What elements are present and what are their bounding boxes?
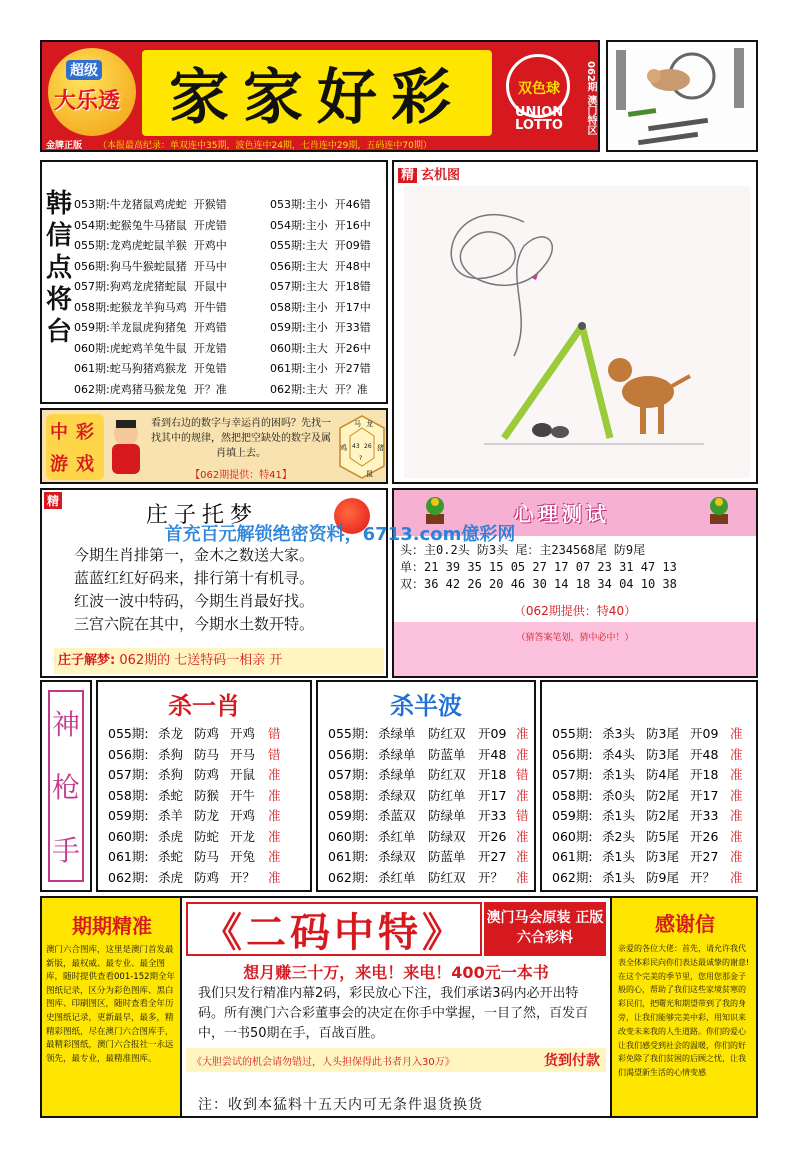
prediction-cell-b: 防鸡 <box>194 869 220 885</box>
hanxin-row: 062期:主大 开？准 <box>270 382 368 396</box>
prediction-cell-b: 防马 <box>194 746 220 762</box>
psych-number-lines <box>400 542 754 593</box>
hanxin-row: 054期:主小 开16中 <box>270 218 371 232</box>
prediction-cell-a: 杀虎 <box>158 828 184 844</box>
prediction-cell-s: 准 <box>268 808 281 823</box>
prediction-cell-issue: 062期: <box>108 869 149 885</box>
hanxin-row: 058期:主小 开17中 <box>270 300 371 314</box>
prediction-cell-issue: 057期: <box>552 767 593 782</box>
logo-right-bottom: UNION LOTTO <box>514 105 564 133</box>
super-lotto-logo <box>48 48 136 136</box>
prediction-cell-c: 开33 <box>690 808 719 823</box>
logo-left-main: 大乐透 <box>54 89 121 114</box>
ad-body: 我们只发行精准内幕2码，彩民放心下注，我们承诺3码内必开出特码。所有澳门六合彩董事会的决定在你手中掌握，一目了然，百发百中，一书50期在手，百战百胜。 <box>198 986 589 1041</box>
game-instruction: 看到右边的数字与幸运肖的困吗？先找一找其中的规律，然把把空缺处的数字及属肖填上去。 <box>151 418 331 459</box>
prediction-cell-b: 防9尾 <box>646 869 679 885</box>
mystery-picture-label <box>398 164 460 183</box>
kill-zodiac-panel <box>96 680 312 892</box>
prediction-cell-a: 杀1头 <box>602 808 635 823</box>
game-badge <box>46 414 104 480</box>
zhuangzi-dream-panel <box>40 488 388 678</box>
hanxin-row: 057期:主大 开18错 <box>270 280 371 293</box>
poem-line: 三宫六院在其中，今期水土数开特。 <box>74 615 315 633</box>
featured-tag: 精 <box>398 168 417 183</box>
prediction-cell-issue: 062期: <box>552 869 593 885</box>
prediction-row <box>552 724 744 745</box>
prediction-cell-c: 开马 <box>230 746 256 762</box>
hanxin-row: 057期:狗鸡龙虎猪蛇鼠 开鼠中 <box>74 280 227 293</box>
hanxin-zodiac-list <box>74 195 264 400</box>
ad-note: 注：收到本猛料十五天内可无条件退货换货 <box>198 1097 483 1113</box>
always-accurate-panel <box>42 898 182 1116</box>
prediction-row <box>552 868 744 889</box>
prediction-cell-b: 防绿单 <box>428 808 466 823</box>
cash-on-delivery: 货到付款 <box>544 1053 600 1069</box>
prediction-cell-s: 准 <box>268 787 281 803</box>
prediction-cell-issue: 059期: <box>108 808 149 823</box>
prediction-cell-b: 防红单 <box>428 787 466 803</box>
prediction-cell-a: 杀蛇 <box>158 849 184 864</box>
hanxin-row: 062期:虎鸡猪马猴龙兔 开？准 <box>74 382 227 396</box>
prediction-cell-s: 准 <box>730 767 743 782</box>
zhuangzi-interpretation <box>54 648 384 674</box>
prediction-cell-b: 防2尾 <box>646 808 679 823</box>
caishen-icon <box>106 418 146 478</box>
prediction-cell-a: 杀绿双 <box>378 787 416 803</box>
kill-head-tail-rows <box>552 724 744 888</box>
prediction-cell-issue: 055期: <box>328 726 369 741</box>
hanxin-row: 053期:牛龙猪鼠鸡虎蛇 开猴错 <box>74 198 227 211</box>
prediction-row <box>328 724 530 745</box>
ad-strip <box>186 1048 606 1072</box>
prediction-cell-c: 开兔 <box>230 849 256 864</box>
hanxin-row: 058期:蛇猴龙羊狗马鸡 开牛错 <box>74 300 227 314</box>
prediction-cell-a: 杀龙 <box>158 726 184 741</box>
prediction-cell-b: 防马 <box>194 849 220 864</box>
poem-line: 今期生肖排第一，金木之数送大家。 <box>74 546 315 564</box>
hanxin-row: 054期:蛇猴兔牛马猪鼠 开虎错 <box>74 218 227 232</box>
prediction-cell-b: 防蓝单 <box>428 849 466 864</box>
wheel-label: 马 <box>354 420 361 428</box>
prediction-cell-a: 杀绿单 <box>378 746 416 762</box>
sharpshooter-title <box>48 690 84 882</box>
featured-tag: 精 <box>44 492 62 509</box>
prediction-cell-a: 杀1头 <box>602 767 635 782</box>
prediction-cell-a: 杀红单 <box>378 869 416 885</box>
ad-strip-text: 《大胆尝试的机会请勿错过，人头担保得此书者月入30万》 <box>192 1056 455 1068</box>
prediction-cell-c: 开？ <box>230 869 256 885</box>
prediction-cell-s: 准 <box>268 767 281 782</box>
prediction-row <box>108 786 282 807</box>
prediction-row <box>552 847 744 868</box>
prediction-cell-a: 杀1头 <box>602 849 635 864</box>
edition-tag: 金牌正版 <box>46 140 83 151</box>
prediction-cell-s: 准 <box>268 869 281 885</box>
hanxin-size-list <box>270 195 386 400</box>
dog-bamboo-illustration <box>404 186 750 478</box>
prediction-cell-s: 准 <box>730 726 743 741</box>
prediction-row <box>328 786 530 807</box>
prediction-row <box>108 868 282 889</box>
prediction-cell-s: 错 <box>268 726 281 741</box>
prediction-cell-s: 错 <box>268 746 281 762</box>
prediction-cell-c: 开48 <box>478 746 507 762</box>
prediction-cell-issue: 055期: <box>108 726 149 741</box>
lottery-game-panel <box>40 408 388 484</box>
watermark-text: 首充百元解锁绝密资料，6713.com億彩网 <box>164 524 516 545</box>
zhuangzi-title: 庄子托梦 <box>146 503 259 528</box>
prediction-row <box>552 786 744 807</box>
prediction-cell-issue: 058期: <box>328 787 369 803</box>
badge-char: 彩 <box>76 422 94 443</box>
thank-you-text: 亲爱的各位大佬：首先，请允许我代表全体彩民向你们表达最诚挚的谢意!在这个完美的季节里，您用您那金子般的心，帮助了我们这些家境贫寒的彩民们，把曙光和期望带到了我的身旁，让我们能够完美中彩，用知识来改变未来我的人生道路。你们的爱心让我们感受到社会的温暖，你们的好彩免除了我们贫困的后顾之忧，让我们渴望新生活的心情变感 <box>618 944 750 1078</box>
psych-title: 心理测试 <box>514 502 610 526</box>
psych-note: （猜答案笔划，猜中必中！） <box>516 633 634 643</box>
ad-banner-text: 《二码中特》 <box>202 909 466 956</box>
union-lotto-logo <box>500 50 578 136</box>
prediction-cell-issue: 057期: <box>328 767 369 782</box>
prediction-cell-b: 防3尾 <box>646 746 679 762</box>
prediction-cell-b: 防龙 <box>194 808 220 823</box>
prediction-cell-c: 开33 <box>478 808 507 823</box>
wheel-label: 龙 <box>366 420 373 428</box>
prediction-row <box>328 806 530 827</box>
prediction-cell-s: 错 <box>516 767 529 782</box>
hanxin-row: 055期:主大 开09错 <box>270 239 371 252</box>
prediction-cell-s: 准 <box>516 828 529 844</box>
poem-line: 蓝蓝红红好码来，排行第十有机寻。 <box>74 569 315 587</box>
logo-left-top: 超级 <box>66 60 102 80</box>
prediction-cell-b: 防红双 <box>428 869 466 885</box>
zhuangzi-poem <box>74 544 388 636</box>
newspaper-title: 家家好彩 <box>169 63 465 133</box>
mystery-picture-title: 玄机图 <box>421 168 461 183</box>
prediction-cell-s: 错 <box>516 808 529 823</box>
prediction-cell-issue: 061期: <box>552 849 593 864</box>
prediction-cell-issue: 060期: <box>328 828 369 844</box>
ad-side-label: 澳门马会原装 正版六合彩料 <box>484 902 606 956</box>
wheel-number: ? <box>359 455 363 462</box>
always-accurate-text: 澳门六合图库，这里是澳门首发最新版，最权威、最专业、最全图库，随时提供查看001-152期全年图纸记录，区分为彩色图库、黑白图库、印刷图区，随时查看全年历史图纸记录，更新最早，最多，精精彩图纸，尽在澳门六合图库手，最精彩图纸，澳门六合报社一永远领先，最专业，最精准图库。 <box>46 945 176 1064</box>
logo-right-top: 双色球 <box>518 81 560 97</box>
prediction-cell-b: 防鸡 <box>194 767 220 782</box>
poem-line: 红波一波中特码，今期生肖最好找。 <box>74 592 315 610</box>
hanxin-row: 061期:蛇马狗猪鸡猴龙 开兔错 <box>74 362 227 375</box>
prediction-cell-issue: 056期: <box>552 746 593 762</box>
psych-hint: （062期提供：特40） <box>513 604 637 618</box>
wheel-label: 鼠 <box>366 470 373 478</box>
prediction-cell-issue: 061期: <box>108 849 149 864</box>
prediction-cell-c: 开牛 <box>230 787 256 803</box>
prediction-cell-issue: 060期: <box>552 828 593 844</box>
prediction-cell-b: 防鸡 <box>194 726 220 741</box>
prediction-cell-b: 防5尾 <box>646 828 679 844</box>
prediction-cell-s: 准 <box>268 849 281 864</box>
hanxin-row: 059期:羊龙鼠虎狗猪兔 开鸡错 <box>74 321 227 334</box>
prediction-cell-b: 防绿双 <box>428 828 466 844</box>
prediction-cell-a: 杀红单 <box>378 828 416 844</box>
hanxin-row: 060期:主大 开26中 <box>270 341 371 355</box>
prediction-cell-s: 准 <box>730 808 743 823</box>
bottom-section <box>40 896 758 1118</box>
prediction-row <box>328 868 530 889</box>
hanxin-row: 056期:狗马牛猴蛇鼠猪 开马中 <box>74 259 227 273</box>
badge-char: 戏 <box>76 454 94 475</box>
prediction-cell-b: 防4尾 <box>646 767 679 782</box>
prediction-cell-issue: 056期: <box>108 746 149 762</box>
prediction-cell-b: 防红双 <box>428 767 466 782</box>
game-hint: 【062期提供：特41】 <box>190 470 292 481</box>
hanxin-row: 055期:龙鸡虎蛇鼠羊猴 开鸡中 <box>74 239 227 252</box>
sharpshooter-panel <box>40 680 92 892</box>
prediction-cell-c: 开鸡 <box>230 808 256 823</box>
prediction-cell-c: 开27 <box>690 849 719 864</box>
hanxin-row: 053期:主小 开46错 <box>270 198 371 211</box>
hanxin-title: 韩信点将台 <box>46 189 73 347</box>
masthead <box>40 40 600 152</box>
prediction-cell-a: 杀狗 <box>158 746 184 762</box>
hanxin-row: 059期:主小 开33错 <box>270 321 371 334</box>
prediction-cell-s: 准 <box>516 849 529 864</box>
prediction-cell-issue: 061期: <box>328 849 369 864</box>
prediction-row <box>552 745 744 766</box>
title-char: 枪 <box>51 770 80 804</box>
prediction-cell-a: 杀1头 <box>602 869 635 885</box>
prediction-cell-c: 开09 <box>478 726 507 741</box>
wheel-label: 鸡 <box>340 444 347 452</box>
prediction-cell-s: 准 <box>730 828 743 844</box>
prediction-cell-issue: 059期: <box>552 808 593 823</box>
title-char: 手 <box>51 833 80 867</box>
prediction-cell-c: 开？ <box>478 869 504 885</box>
prediction-cell-c: 开18 <box>690 767 719 782</box>
prediction-cell-b: 防蛇 <box>194 828 220 844</box>
prediction-cell-c: 开09 <box>690 726 719 741</box>
prediction-cell-s: 准 <box>516 869 529 885</box>
newspaper-title-box <box>142 50 492 136</box>
prediction-cell-a: 杀3头 <box>602 726 635 741</box>
psych-line: 单：21 39 35 15 05 27 17 07 23 31 47 13 <box>400 560 677 574</box>
prediction-cell-s: 准 <box>268 828 281 844</box>
badge-char: 游 <box>50 454 68 475</box>
hanxin-row: 056期:主大 开48中 <box>270 259 371 273</box>
prediction-cell-c: 开鸡 <box>230 726 256 741</box>
prediction-cell-c: 开鼠 <box>230 767 256 782</box>
prediction-row <box>328 745 530 766</box>
pig-illustration <box>606 40 758 152</box>
zodiac-wheel <box>336 414 388 480</box>
prediction-cell-s: 准 <box>516 787 529 803</box>
prediction-cell-s: 准 <box>730 869 743 885</box>
interpretation-label: 庄子解梦: <box>58 653 116 668</box>
prediction-cell-a: 杀绿双 <box>378 849 416 864</box>
prediction-row <box>108 724 282 745</box>
prediction-cell-a: 杀绿单 <box>378 767 416 782</box>
prediction-cell-a: 杀虎 <box>158 869 184 885</box>
kill-head-tail-panel <box>540 680 758 892</box>
prediction-row <box>108 827 282 848</box>
prediction-cell-a: 杀蛇 <box>158 787 184 803</box>
prediction-row <box>328 765 530 786</box>
prediction-cell-a: 杀绿单 <box>378 726 416 741</box>
hanxin-row: 061期:主小 开27错 <box>270 362 371 375</box>
wheel-number: 43 <box>352 443 360 450</box>
psych-line: 头：主0.2头 防3头 尾：主234568尾 防9尾 <box>400 543 646 557</box>
prediction-cell-issue: 062期: <box>328 869 369 885</box>
prediction-cell-issue: 055期: <box>552 726 593 741</box>
prediction-cell-a: 杀0头 <box>602 787 635 803</box>
prediction-cell-s: 准 <box>730 849 743 864</box>
prediction-row <box>552 806 744 827</box>
prediction-row <box>108 806 282 827</box>
record-notice: （本报最高纪录：单双连中35期，波色连中24期，七肖连中29期，五码连中70期） <box>98 140 432 151</box>
prediction-cell-c: 开17 <box>690 787 719 803</box>
prediction-cell-issue: 058期: <box>108 787 149 803</box>
prediction-cell-b: 防红双 <box>428 726 466 741</box>
prediction-cell-c: 开48 <box>690 746 719 762</box>
thank-you-title: 感谢信 <box>655 912 715 936</box>
prediction-cell-a: 杀蓝双 <box>378 808 416 823</box>
hanxin-panel <box>40 160 388 404</box>
kill-half-wave-rows <box>328 724 530 888</box>
prediction-cell-b: 防猴 <box>194 787 220 803</box>
prediction-cell-a: 杀羊 <box>158 808 184 823</box>
hanxin-row: 060期:虎蛇鸡羊兔牛鼠 开龙错 <box>74 341 227 355</box>
wheel-label: 猪 <box>377 444 384 452</box>
prediction-cell-c: 开26 <box>478 828 507 844</box>
prediction-cell-c: 开27 <box>478 849 507 864</box>
prediction-cell-b: 防蓝单 <box>428 746 466 762</box>
prediction-row <box>552 765 744 786</box>
title-char: 神 <box>51 708 80 742</box>
prediction-row <box>108 765 282 786</box>
prediction-cell-c: 开26 <box>690 828 719 844</box>
prediction-cell-issue: 060期: <box>108 828 149 844</box>
kill-half-wave-panel <box>316 680 536 892</box>
prediction-cell-s: 准 <box>730 746 743 762</box>
psych-line: 双：36 42 26 20 46 30 14 18 34 04 10 38 <box>400 577 677 591</box>
prediction-cell-s: 准 <box>516 726 529 741</box>
psych-test-panel <box>392 488 758 678</box>
prediction-cell-b: 防3尾 <box>646 726 679 741</box>
mystery-picture-panel <box>392 160 758 484</box>
prediction-cell-c: 开18 <box>478 767 507 782</box>
ad-slogan: 想月赚三十万，来电！来电！400元一本书 <box>243 963 549 982</box>
wheel-number: 26 <box>364 443 372 450</box>
prediction-cell-c: 开龙 <box>230 828 256 844</box>
prediction-row <box>328 827 530 848</box>
prediction-cell-issue: 057期: <box>108 767 149 782</box>
ad-banner <box>186 902 482 956</box>
plant-icon <box>704 494 734 526</box>
badge-char: 中 <box>50 422 68 443</box>
prediction-cell-issue: 056期: <box>328 746 369 762</box>
prediction-cell-s: 准 <box>730 787 743 803</box>
prediction-cell-a: 杀狗 <box>158 767 184 782</box>
prediction-row <box>328 847 530 868</box>
kill-zodiac-title: 杀一肖 <box>168 692 240 720</box>
prediction-row <box>108 847 282 868</box>
prediction-cell-b: 防3尾 <box>646 849 679 864</box>
header-subline <box>46 136 596 152</box>
two-code-ad <box>182 898 610 1116</box>
kill-half-wave-title: 杀半波 <box>390 692 462 720</box>
thank-you-letter <box>610 898 756 1116</box>
prediction-row <box>552 827 744 848</box>
prediction-row <box>108 745 282 766</box>
prediction-cell-issue: 058期: <box>552 787 593 803</box>
prediction-cell-a: 杀2头 <box>602 828 635 844</box>
prediction-cell-issue: 059期: <box>328 808 369 823</box>
interpretation-text: 062期的 七送特码一相亲 开 <box>119 653 283 668</box>
prediction-cell-s: 准 <box>516 746 529 762</box>
prediction-cell-c: 开？ <box>690 869 716 885</box>
prediction-cell-b: 防2尾 <box>646 787 679 803</box>
kill-zodiac-rows <box>108 724 282 888</box>
prediction-cell-a: 杀4头 <box>602 746 635 762</box>
prediction-cell-c: 开17 <box>478 787 507 803</box>
issue-strip: 062期 澳门特区 <box>576 40 600 152</box>
always-accurate-title: 期期精准 <box>72 914 152 938</box>
